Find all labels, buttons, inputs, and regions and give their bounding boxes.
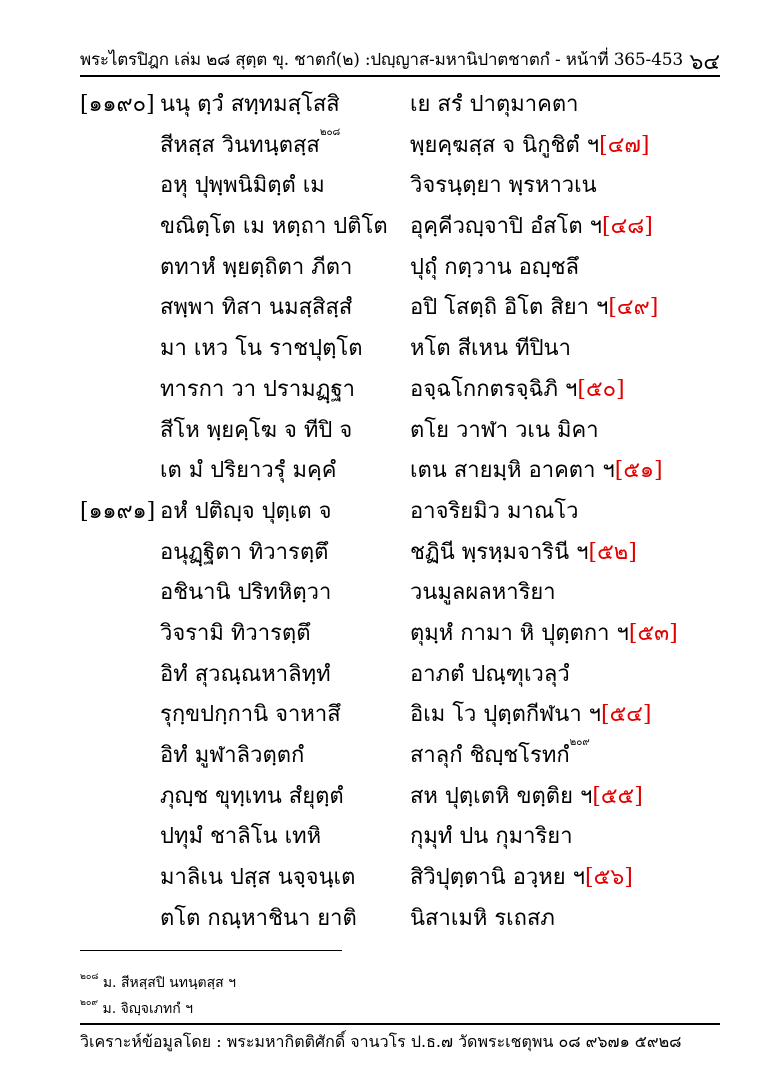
verse-right-half [410,817,573,857]
verse-right-text: อิเม โว ปุตฺตกีฬนา ฯ [410,702,602,728]
verse-left-text: นนุ ตฺวํ สทฺทมสฺโสสิ [160,92,340,117]
verse-row [80,573,720,614]
verse-row [80,655,720,696]
verse-left-text: อหุ ปุพฺพนิมิตฺตํ เม [160,173,325,199]
verse-right-half [410,411,599,451]
verse-left-half [160,533,328,573]
footnote-divider [80,950,342,951]
verse-right-half [410,248,579,288]
verse-left-text: สพฺพา ทิสา นมสฺสิสฺสํ [160,295,353,321]
verse-row [80,85,720,126]
verse-right-text: อุคฺคีวญฺจาปิ อํสโต ฯ [410,214,603,240]
verse-number: [๕๕] [592,783,643,809]
verse-number: [๔๙] [608,295,659,321]
verse-right-half [410,329,571,369]
verse-right-text: อปิ โสตฺถิ อิโต สิยา ฯ [410,295,609,321]
verse-left-text: ขณิตฺโต เม หตฺถา ปติโต [160,214,388,240]
verse-row [80,126,720,167]
verse-right-half [410,126,649,166]
verse-number: [๕๓] [628,620,678,646]
verse-section-number: [๑๑๙๐] [80,92,155,117]
header-title: พระไตรปิฎก เล่ม ๒๘ สุตฺต ขุ. ชาตกํ(๒) :ปญฺญาส-มหานิปาตชาตกํ - หน้าที่ 365-453 [80,50,683,70]
footnotes [80,970,236,1022]
verse-left-text: สีโห พฺยคฺโฆ จ ทีปิ จ [160,417,353,443]
footnote-reference: ๒๐๘ [319,126,341,138]
verse-row [80,288,720,329]
verse-left-half [160,85,340,125]
verse-left-text: มาลิเน ปสฺส นจฺจนฺเต [160,865,356,891]
verse-number: [๔๘] [602,214,653,240]
verse-left-half [160,411,352,451]
verse-right-text: อาภตํ ปณฺฑุเวลุวํ [410,661,570,687]
verse-right-text: หโต สีเหน ทีปินา [410,336,571,362]
verse-left-half [160,655,331,695]
verse-right-text: ตุมฺหํ กามา หิ ปุตฺตกา ฯ [410,620,629,646]
verse-left-text: ตทาหํ พฺยตฺถิตา ภีตา [160,254,353,280]
verse-right-half [410,166,597,206]
verse-right-text: พฺยคฺฆสฺส จ นิกูชิตํ ฯ [410,132,600,158]
verse-number: [๕๔] [601,702,652,728]
verse-left-half [160,695,341,735]
verse-right-half [410,573,556,613]
verse-block [80,85,720,939]
verse-right-text: อาจริยมิว มาณโว [410,498,579,524]
verse-right-half [410,858,633,898]
verse-right-text: เย สรํ ปาตุมาคตา [410,92,579,117]
verse-left-text: รุกฺขปกฺกานิ จาหาสึ [160,702,341,728]
verse-number: [๕๐] [577,376,625,402]
verse-left-half [160,288,352,328]
verse-right-text: ปุถุํ กตฺวาน อญฺชลึ [410,254,579,280]
verse-left-half [160,777,344,817]
verse-row [80,695,720,736]
verse-row [80,329,720,370]
verse-left-text: เต มํ ปริยาวรุํ มคฺคํ [160,458,337,484]
page-header [80,40,720,74]
verse-row [80,614,720,655]
verse-row [80,736,720,777]
header-divider [80,75,720,77]
verse-left-text: มา เหว โน ราชปุตฺโต [160,336,363,362]
verse-right-text: เตน สายมฺหิ อาคตา ฯ [410,458,615,484]
verse-right-text: อจฺฉโกกตรจฺฉิภิ ฯ [410,376,578,402]
verse-left-text: ทารกา วา ปรามฏฺฐา [160,376,355,402]
footnote-mark: ๒๐๘ [80,972,99,982]
verse-right-text: ตโย วาฬา วเน มิคา [410,417,599,443]
verse-left-text: ภุญฺช ขุทฺเทน สํยุตฺตํ [160,783,344,809]
verse-row [80,858,720,899]
verse-left-half [160,451,336,491]
footnote-reference: ๒๐๙ [569,737,590,748]
footnote-mark: ๒๐๙ [80,998,99,1008]
verse-number: [๕๑] [614,458,663,484]
verse-right-half [410,85,578,125]
verse-left-half [160,166,325,206]
verse-number: [๔๗] [599,132,650,158]
verse-row [80,817,720,858]
verse-row [80,166,720,207]
verse-left-half [160,817,321,857]
footnote-item [80,970,236,996]
verse-row [80,207,720,248]
footer-divider [80,1023,720,1025]
verse-left-half [160,126,340,166]
verse-right-text: สาลุกํ ชิญฺชโรทกํ [410,743,570,768]
verse-right-text: วิจรนฺตฺยา พฺรหาวเน [410,173,597,199]
verse-left-half [160,248,352,288]
verse-left-half [160,736,304,776]
verse-left-text: อิทํ มูฬาลิวตฺตกํ [160,743,305,768]
verse-row [80,899,720,940]
verse-right-half [410,736,590,776]
verse-right-text: ชฏินี พฺรหฺมจารินี ฯ [410,539,589,565]
verse-left-text: ตโต กณฺหาชินา ยาติ [160,905,357,931]
verse-right-half [410,695,652,735]
page-footer: วิเคราะห์ข้อมูลโดย : พระมหากิตติศักดิ์ จานวโร ป.ธ.๗ วัดพระเชตุพน ๐๘ ๙๖๗๑ ๕๙๒๘ [80,1032,682,1051]
verse-right-text: สิวิปุตฺตานิ อวฺหย ฯ [410,865,586,891]
verse-right-half [410,614,678,654]
verse-right-half [410,207,653,247]
verse-row [80,451,720,492]
verse-right-half [410,288,658,328]
verse-row [80,533,720,574]
verse-right-half [410,370,625,410]
verse-left-half [160,573,331,613]
verse-number: [๕๖] [585,865,633,891]
verse-right-half [410,777,643,817]
verse-left-half [160,207,388,247]
page-number: ๖๔ [689,50,720,75]
verse-right-text: กุมุทํ ปน กุมาริยา [410,824,573,850]
verse-right-text: สห ปุตฺเตหิ ขตฺติย ฯ [410,783,593,809]
verse-left-text: วิจรามิ ทิวารตฺตึ [160,620,311,646]
verse-row [80,411,720,452]
verse-row [80,370,720,411]
verse-left-half [160,614,311,654]
verse-right-half [410,492,578,532]
verse-left-text: สีหสฺส วินทนฺตสฺส [160,132,320,158]
verse-left-half [160,492,332,532]
verse-right-text: นิสาเมหิ รเถสภ [410,905,555,931]
verse-left-text: อชินานิ ปริทหิตฺวา [160,580,332,606]
verse-left-text: ปทุมํ ชาลิโน เทหิ [160,824,322,850]
verse-row [80,492,720,533]
verse-left-text: อหํ ปติญฺจ ปุตฺเต จ [160,498,332,524]
verse-left-half [160,899,357,939]
verse-right-half [410,451,663,491]
verse-left-text: อนุฏฺฐิตา ทิวารตฺตึ [160,539,329,565]
verse-left-text: อิทํ สุวณฺณหาลิทฺทํ [160,661,331,687]
verse-left-half [160,329,363,369]
verse-right-half [410,899,555,939]
verse-left-half [160,370,355,410]
verse-right-half [410,533,637,573]
verse-right-half [410,655,570,695]
verse-number: [๕๒] [588,539,637,565]
verse-row [80,777,720,818]
footnote-text: ม. จิญฺจเภทกํ ฯ [98,1001,193,1017]
verse-section-number: [๑๑๙๑] [80,498,156,524]
verse-left-half [160,858,355,898]
footnote-text: ม. สีหสฺสปิ นทนฺตสฺส ฯ [98,975,237,991]
footnote-item [80,996,236,1022]
verse-row [80,248,720,289]
verse-right-text: วนมูลผลหาริยา [410,580,556,606]
